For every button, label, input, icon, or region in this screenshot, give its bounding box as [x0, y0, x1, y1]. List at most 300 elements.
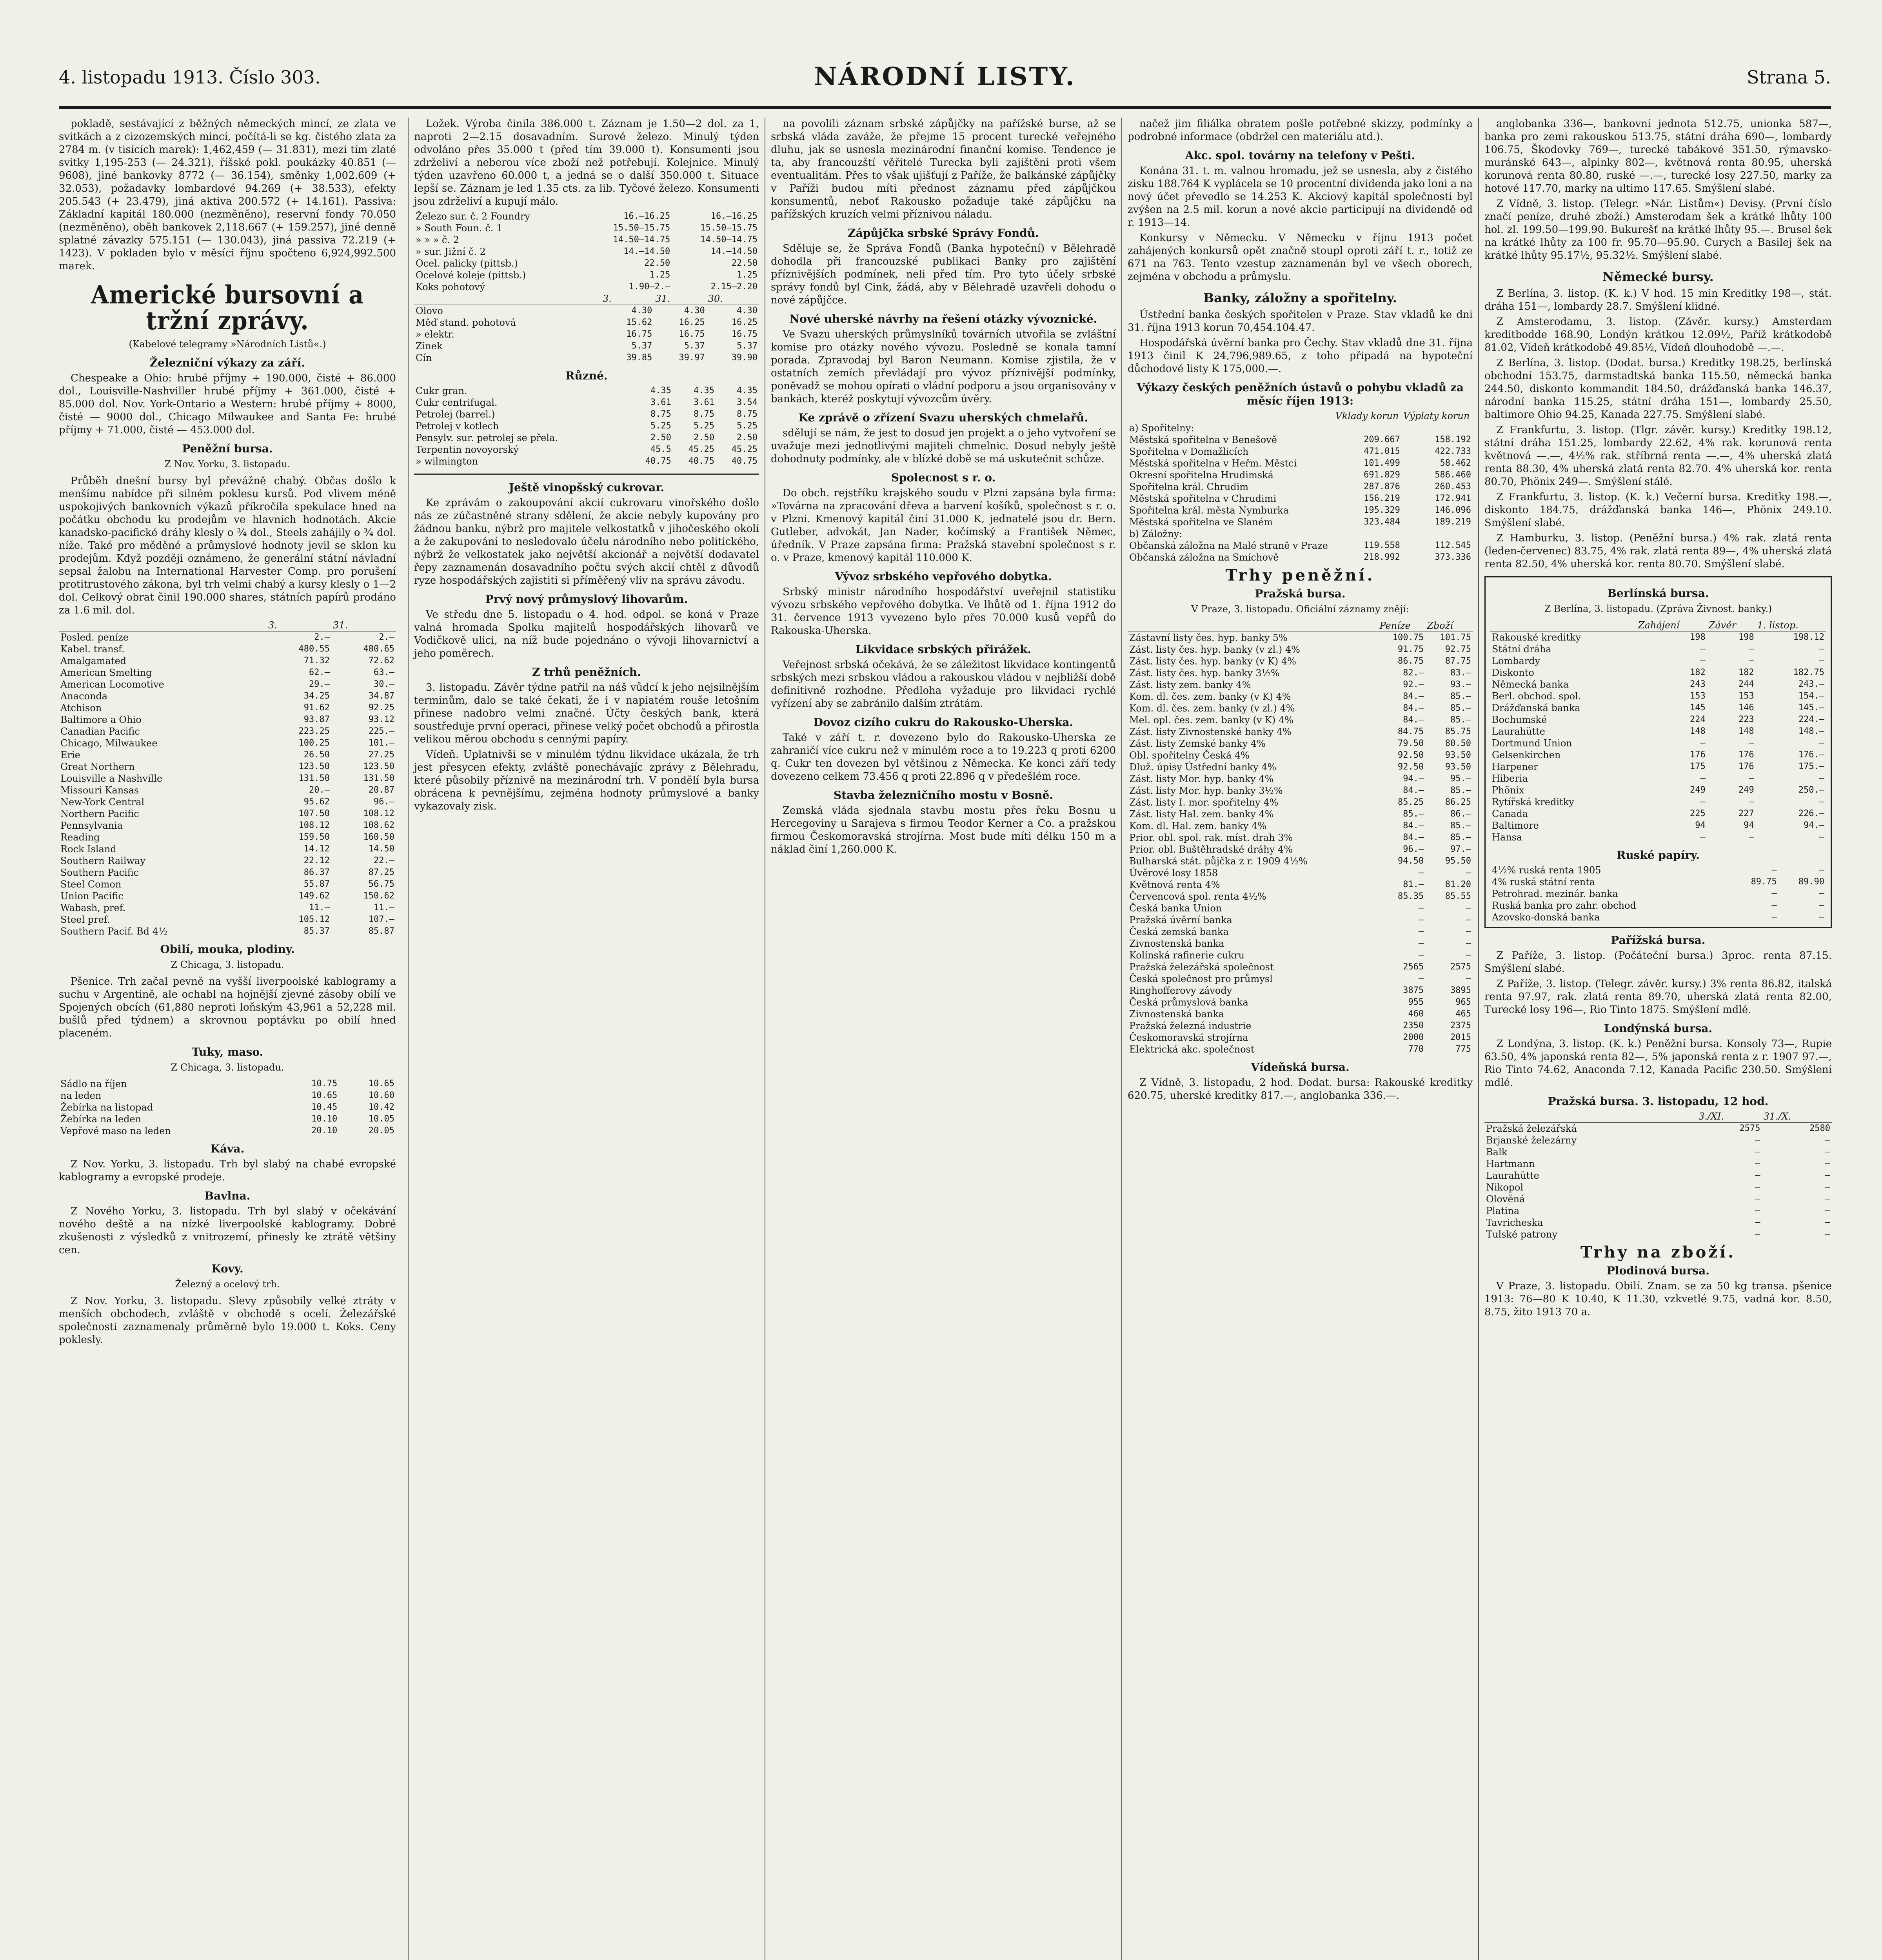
- row-value: —: [1700, 832, 1706, 842]
- lard-table: [59, 1078, 396, 1137]
- table-row: [1128, 820, 1473, 832]
- row-label: 4% ruská státní renta: [1492, 877, 1595, 887]
- row-value: 158.192: [1435, 435, 1471, 445]
- row-label: Diskonto: [1492, 667, 1534, 678]
- table-row: [1484, 1181, 1832, 1193]
- row-value: 79.50: [1398, 739, 1424, 748]
- row-value: —: [1771, 865, 1777, 875]
- row-value: 175: [1689, 762, 1706, 771]
- row-value: 87.25: [368, 867, 394, 877]
- row-value: 83.—: [1450, 668, 1471, 678]
- row-value: 2575: [1739, 1123, 1760, 1133]
- table-row: [1484, 1193, 1832, 1205]
- table-row: [59, 926, 396, 937]
- row-label: Southern Railway: [60, 855, 145, 866]
- loan-text: Sděluje se, že Správa Fondů (Banka hypoteční) v Bělehradě dohodla při francouzské publikaci Banky pro zajištění příznivějších podmínek, neli před tím. Pro tyto účely srbské správy fondů byl Cink, žádá, aby v Bělehradě uzavřeli dohodu o nové zápůjčce.: [771, 243, 1116, 306]
- row-value: 2350: [1403, 1021, 1424, 1031]
- row-value: 45.25: [731, 445, 758, 454]
- misc-title: Různé.: [565, 369, 608, 382]
- row-value: 148: [1738, 726, 1754, 736]
- sugar-import-title: Dovoz cizího cukru do Rakousko-Uherska.: [813, 716, 1074, 729]
- table-row: [1128, 914, 1473, 926]
- row-value: 691.829: [1364, 470, 1400, 480]
- row-value: 4.35: [693, 386, 714, 396]
- row-value: 224.—: [1798, 715, 1824, 724]
- table-row: [414, 258, 759, 269]
- row-value: 93.87: [303, 715, 330, 724]
- row-value: —: [1825, 1206, 1830, 1216]
- row-value: 10.75: [311, 1079, 338, 1089]
- row-label: Českomoravská strojírna: [1129, 1032, 1248, 1043]
- row-value: 86.75: [1398, 656, 1424, 666]
- berlin-body: [1490, 632, 1826, 844]
- row-label: Pražská úvěrní banka: [1129, 915, 1232, 926]
- row-value: 2.50: [650, 433, 671, 443]
- row-value: 22.—: [374, 856, 394, 866]
- row-value: 16.25: [731, 318, 758, 327]
- row-value: 154.—: [1798, 691, 1824, 701]
- sugar-title: Ještě vinopšský cukrovar.: [509, 481, 665, 494]
- table-row: [59, 679, 396, 690]
- row-value: 160.50: [363, 832, 394, 842]
- row-label: Prior. obl. spol. rak. míst. drah 3%: [1129, 832, 1293, 843]
- column-header: [1128, 620, 1378, 632]
- money-text: Průběh dnešní bursy byl převážně chabý. Občas došlo k menšímu nabídce při silném poklesu kursů. Pod vlivem méně uspokojivých bankovních výkazů příkročila spekulace hned na počátku obchodu ku prodejům ve hlavních hodnotách. Akcie kanadsko-pacifické dráhy klesly o ¾ dol., Steels zahájily o ¾ dol. níže. Také pro měděné a průmyslové hodnoty jevil se sklon ku prodejům. Když později oznámeno, že generální státní návladní sepsal žalobu na International Harvester Comp. pro porušení protitrustového zákona, byl trh velmi chabý a kursy klesly o 1—2 dol. Celkový obrat činil 190.000 shares, státních papírů prodáno za 1.6 mil. dol.: [59, 475, 396, 616]
- devisy-text: Z Vídně, 3. listop. (Telegr. »Nár. Listům«) Devisy. (První číslo značí peníze, druhé zboží.) Amsterodam šek a krátké lhůty 100 hol. zl. 199.50—199.90. Bukurešť na krátké lhůty 95.—. Brusel šek na krátké lhůty za 100 fr. 95.70—95.90. Curych a Basilej šek na krátké lhůty 95.17½, 95.32½. Smýšlení slabé.: [1484, 198, 1832, 261]
- table-row: [59, 773, 396, 784]
- amsterdam-text: Z Amsterodamu, 3. listop. (Závěr. kursy.) Amsterdam kreditbodde 168.90, Londýn krátkou 12.09½, Paříž krátkodobě 81.02, Vídeň krátkodobě 49.85½, Vídeň dlouhodobě —.—.: [1484, 316, 1832, 354]
- row-value: 182: [1738, 668, 1754, 677]
- row-value: 209.667: [1364, 435, 1400, 445]
- table-row: [1490, 761, 1826, 773]
- row-value: 94.50: [1398, 856, 1424, 866]
- pork-export-text: Srbský ministr národního hospodářství uveřejnil statistiku vývozu srbského vepřového dobytka. Ve lhůtě od 1. října 1912 do 31. července 1913 vyvezeno bylo přes 70.000 kusů vepřů do Rakouska-Uherska.: [771, 586, 1116, 637]
- row-label: Spořitelna král. města Nymburka: [1129, 505, 1289, 516]
- table-row: [1128, 832, 1473, 844]
- row-label: Zást. listy čes. hyp. banky (v K) 4%: [1129, 656, 1296, 667]
- row-label: Německá banka: [1492, 679, 1569, 690]
- column-header: Vklady korun: [1334, 410, 1402, 422]
- row-value: 85.—: [1450, 821, 1471, 831]
- paris-title: Pařížská bursa.: [1611, 934, 1706, 947]
- row-label: Petrolej (barrel.): [416, 409, 495, 420]
- issue-date: 4. listopadu 1913. Číslo 303.: [59, 67, 321, 88]
- row-label: Ringhofferovy závody: [1129, 985, 1232, 996]
- row-value: 85.—: [1450, 715, 1471, 725]
- row-value: 4.30: [631, 306, 652, 316]
- column-header: [1490, 619, 1637, 632]
- banks-title: Banky, záložny a spořitelny.: [1203, 290, 1397, 305]
- row-value: 84.—: [1403, 715, 1424, 725]
- row-value: 323.484: [1364, 517, 1400, 527]
- row-value: —: [1825, 1171, 1830, 1180]
- row-value: —: [1749, 644, 1754, 654]
- row-value: 91.75: [1398, 644, 1424, 654]
- row-value: 100.25: [298, 738, 330, 748]
- row-value: 2.15—2.20: [710, 282, 758, 292]
- row-value: 5.37: [737, 341, 758, 351]
- pork-export-title: Vývoz srbského vepřového dobytka.: [835, 570, 1052, 583]
- table-row: [1128, 1008, 1473, 1020]
- loan-title: Zápůjčka srbské Správy Fondů.: [848, 227, 1039, 240]
- paris2-text: Z Paříže, 3. listop. (Telegr. závěr. kursy.) 3% renta 86.82, italská renta 97.97, rak. zlatá renta 89.70, uherská zlatá renta 82.00, Turecké losy 196—, Rio Tinto 1875. Smýšlení mdlé.: [1484, 978, 1832, 1016]
- row-value: 5.25: [737, 421, 758, 431]
- col5-intro: anglobanka 336—, bankovní jednota 512.75, unionka 587—, banka pro zemi rakouskou 513.75, státní dráha 690—, lombardy 106.75, Škodovky 769—, turecké tabákové 351.50, rýmavsko-muránské 643—, alpinky 802—, květnová renta 80.95, uherská korunová renta 80.80, ruské —.—, turecké losy 227.50, marky za hotové 117.70, marky na ultimo 117.65. Smýšlení slabé.: [1484, 118, 1832, 194]
- company-text: Do obch. rejstříku krajského soudu v Plzni zapsána byla firma: »Továrna na zpracování dřeva a barvení košíků, společnost s r. o. v Plzni. Kmenový kapitál činí 31.000 K, jednatelé jsou dr. Bern. Gutleber, advokát, Jan Nader, kočímský a František Němec, úředník. V Praze zapsána firma: Pražská stavební společnost s r. o. v Praze, kmenový kapitál 110.000 K.: [771, 487, 1116, 564]
- sale-table: [1484, 1111, 1832, 1240]
- row-value: 86.25: [1445, 797, 1471, 807]
- row-value: —: [1755, 1159, 1760, 1169]
- row-value: —: [1819, 889, 1824, 898]
- row-value: 2.—: [379, 632, 394, 642]
- row-value: 10.10: [311, 1114, 338, 1124]
- table-row: [414, 352, 759, 364]
- table-row: [414, 420, 759, 432]
- row-label: Zást. listy Mor. hyp. banky 4%: [1129, 773, 1274, 784]
- column-header: [59, 619, 267, 632]
- table-row: [59, 843, 396, 855]
- row-value: 1.25: [737, 270, 758, 280]
- row-value: —: [1755, 1218, 1760, 1227]
- produce-text: V Praze, 3. listopadu. Obilí. Znam. se za 50 kg transa. pšenice 1913: 76—80 K 10.40, K 11.30, vzkvetlé 9.75, vadná kor. 8.50, 8.75, žito 1913 70 a.: [1484, 1280, 1832, 1318]
- row-label: Platina: [1486, 1205, 1520, 1216]
- stocks-body: [59, 632, 396, 938]
- row-label: Azovsko-donská banka: [1492, 912, 1600, 923]
- table-row: [1490, 888, 1826, 900]
- bankruptcy-text: Konkursy v Německu. V Německu v říjnu 1913 počet zahájených konkursů opět značně stoupl oproti září t. r., totiž ze 671 na 763. Tento vzestup zaznamenán byl ve všech oborech, zejména v obchodu a průmyslu.: [1128, 232, 1473, 283]
- row-value: 84.—: [1403, 703, 1424, 713]
- row-value: 16.75: [731, 329, 758, 339]
- row-value: 80.50: [1445, 739, 1471, 748]
- table-row: [59, 1078, 396, 1090]
- row-label: Kolínská rafinerie cukru: [1129, 950, 1245, 961]
- row-value: 93.—: [1450, 680, 1471, 690]
- row-value: 10.45: [311, 1102, 338, 1112]
- row-label: Dluž. úpisy Ústřední banky 4%: [1129, 762, 1277, 773]
- table-row: [1490, 808, 1826, 820]
- row-value: 40.75: [688, 456, 714, 466]
- row-value: 100.75: [1392, 633, 1424, 642]
- row-value: 223: [1738, 715, 1754, 724]
- table-row: [1128, 891, 1473, 902]
- row-value: 85.—: [1450, 786, 1471, 795]
- row-value: —: [1418, 868, 1424, 878]
- row-value: 40.75: [731, 456, 758, 466]
- row-value: 4.30: [737, 306, 758, 316]
- row-value: 586.460: [1435, 470, 1471, 480]
- row-value: 2375: [1450, 1021, 1471, 1031]
- table-row: [414, 246, 759, 258]
- table-row: [59, 737, 396, 749]
- table-row: [59, 1125, 396, 1137]
- money-market-title: Trhy peněžní.: [1225, 566, 1375, 584]
- table-row: [414, 222, 759, 234]
- misc-table: [414, 385, 759, 467]
- row-value: 8.75: [737, 409, 758, 419]
- table-row: [1490, 726, 1826, 737]
- savings-head: [1128, 410, 1473, 422]
- table-row: [1128, 879, 1473, 891]
- row-value: 3.61: [650, 397, 671, 407]
- table-row: [59, 831, 396, 843]
- row-value: 15.50—15.75: [700, 223, 758, 233]
- row-value: —: [1819, 644, 1824, 654]
- masthead-title: NÁRODNÍ LISTY.: [814, 62, 1076, 91]
- table-row: [59, 702, 396, 714]
- row-value: —: [1771, 900, 1777, 910]
- row-value: 85.35: [1398, 891, 1424, 901]
- table-row: [1490, 667, 1826, 679]
- row-value: 3.54: [737, 397, 758, 407]
- row-value: 460: [1408, 1009, 1424, 1019]
- russian-table: [1490, 864, 1826, 923]
- column-3: [765, 118, 1121, 1960]
- table-row: [1128, 1032, 1473, 1044]
- row-value: 62.—: [309, 668, 330, 677]
- row-label: Občanská záložna na Malé straně v Praze: [1129, 540, 1328, 551]
- column-header: 30.: [707, 293, 759, 305]
- table-row: [59, 1090, 396, 1102]
- row-label: Měď stand. pohotová: [416, 317, 516, 328]
- row-value: 15.62: [626, 318, 652, 327]
- table-row: [1128, 516, 1473, 528]
- row-label: Atchison: [60, 702, 102, 713]
- row-value: 225.—: [368, 726, 394, 736]
- row-value: 84.75: [1398, 727, 1424, 737]
- table-row: [1490, 643, 1826, 655]
- row-value: 775: [1455, 1044, 1471, 1054]
- table-row: [59, 808, 396, 820]
- column-5: [1478, 118, 1832, 1960]
- row-value: 81.20: [1445, 880, 1471, 889]
- row-value: 422.733: [1435, 446, 1471, 456]
- row-value: 81.—: [1403, 880, 1424, 889]
- row-value: 94.—: [1804, 820, 1824, 830]
- column-header: 31./X.: [1762, 1111, 1832, 1123]
- row-value: —: [1466, 950, 1471, 960]
- row-label: Zivnostenská banka: [1129, 1009, 1224, 1020]
- liquidation-title: Likvidace srbských přirážek.: [855, 643, 1032, 656]
- row-value: 95.—: [1450, 774, 1471, 784]
- row-value: 39.97: [679, 353, 705, 363]
- row-value: 287.876: [1364, 482, 1400, 492]
- row-value: —: [1825, 1194, 1830, 1204]
- row-value: —: [1700, 738, 1706, 748]
- row-value: 16.—16.25: [623, 211, 670, 221]
- row-label: New-York Central: [60, 797, 145, 808]
- row-value: 5.25: [693, 421, 714, 431]
- row-value: —: [1825, 1159, 1830, 1169]
- row-value: —: [1418, 938, 1424, 948]
- row-value: 176: [1738, 762, 1754, 771]
- row-label: Zást. listy čes. hyp. banky (v zl.) 4%: [1129, 644, 1300, 655]
- table-row: [414, 269, 759, 281]
- row-label: Tulské patrony: [1486, 1229, 1558, 1240]
- row-label: Květnová renta 4%: [1129, 879, 1220, 890]
- row-value: 89.90: [1798, 877, 1824, 887]
- hamburg-text: Z Hamburku, 3. listop. (Peněžní bursa.) 4% rak. zlatá renta (leden-červenec) 83.75, 4% rak. zlatá renta 89—, 4% uherská zlatá renta 82.50, 4% uherská kor. renta 80.70. Smýšlení slabé.: [1484, 532, 1832, 570]
- table-row: [1128, 493, 1473, 505]
- row-value: 153: [1689, 691, 1706, 701]
- table-row: [1490, 714, 1826, 726]
- row-label: Bochumské: [1492, 714, 1547, 725]
- table-row: [1128, 632, 1473, 644]
- row-value: —: [1825, 1135, 1830, 1145]
- table-row: [414, 211, 759, 222]
- row-value: 2565: [1403, 962, 1424, 972]
- row-value: 22.50: [644, 258, 670, 268]
- table-row: [1128, 973, 1473, 985]
- row-value: —: [1771, 912, 1777, 922]
- row-label: Missouri Kansas: [60, 785, 139, 796]
- page-header: [59, 59, 1831, 109]
- row-label: » » » č. 2: [416, 234, 459, 245]
- table-row: [1490, 820, 1826, 831]
- row-label: Baltimore: [1492, 820, 1539, 831]
- savings-b-label: [1128, 528, 1473, 540]
- row-value: —: [1819, 912, 1824, 922]
- table-row: [414, 397, 759, 408]
- row-value: 148.—: [1798, 726, 1824, 736]
- row-label: Dortmund Union: [1492, 738, 1572, 749]
- row-value: 94: [1695, 820, 1706, 830]
- row-value: 84.—: [1403, 821, 1424, 831]
- row-label: Laurahütte: [1492, 726, 1545, 737]
- row-value: 85.75: [1445, 727, 1471, 737]
- row-value: 82.—: [1403, 668, 1424, 678]
- row-value: 1.25: [649, 270, 670, 280]
- row-value: 45.25: [688, 445, 714, 454]
- table-row: [59, 761, 396, 773]
- row-label: » South Foun. č. 1: [416, 223, 503, 234]
- table-row: [1490, 796, 1826, 808]
- row-label: Městská spořitelna v Heřm. Městci: [1129, 458, 1297, 469]
- table-row: [1128, 481, 1473, 493]
- row-label: Zástavní listy čes. hyp. banky 5%: [1129, 632, 1288, 643]
- row-value: 16.25: [679, 318, 705, 327]
- row-value: 176: [1689, 750, 1706, 760]
- table-row: [59, 643, 396, 655]
- row-value: —: [1466, 927, 1471, 936]
- table-row: [1128, 926, 1473, 938]
- row-value: 480.55: [298, 644, 330, 654]
- table-row: [1128, 644, 1473, 655]
- table-row: [1490, 773, 1826, 784]
- row-value: —: [1749, 656, 1754, 666]
- row-value: 119.558: [1364, 541, 1400, 550]
- grain-title: Obilí, mouka, plodiny.: [160, 943, 295, 956]
- row-value: 96.—: [1403, 844, 1424, 854]
- row-value: 45.5: [650, 445, 671, 454]
- table-row: [1128, 867, 1473, 879]
- row-value: 85.—: [1450, 833, 1471, 842]
- table-row: [59, 1113, 396, 1125]
- metal-subtitle: Železný a ocelový trh.: [175, 1279, 280, 1290]
- table-row: [59, 714, 396, 726]
- row-value: 131.50: [363, 773, 394, 783]
- row-value: —: [1755, 1135, 1760, 1145]
- row-value: —: [1755, 1171, 1760, 1180]
- row-value: 218.992: [1364, 552, 1400, 562]
- reform-text: Ve Svazu uherských průmyslníků továrních utvořila se zvláštní komise pro otázky nového vývozu. Posledně se konala tamní porada. Zpravodaj byl Baron Neumann. Komise zjistila, že v ostatních zemích převládají pro vývoz příznivější podmínky, poněvadž se mohou opírati o vládní podporu a jsou organisovány v bankách, kteréž poskytují vývozcům úvěry.: [771, 328, 1116, 405]
- prague-head: [1128, 620, 1473, 632]
- row-value: 149.62: [298, 891, 330, 901]
- row-value: 84.—: [1403, 833, 1424, 842]
- metals-head: [414, 293, 759, 305]
- mills-text: Ve středu dne 5. listopadu o 4. hod. odpol. se koná v Praze valná hromada Spolku majitelů hospodářských lihovarů ve Vodičkově ulici, na níž bude pojednáno o vývoji lihovarnictví a jeho poměrech.: [414, 609, 759, 659]
- row-value: 40.75: [645, 456, 671, 466]
- row-label: Union Pacific: [60, 891, 124, 902]
- row-value: 189.219: [1435, 517, 1471, 527]
- row-value: —: [1466, 974, 1471, 984]
- table-row: [1128, 691, 1473, 702]
- row-value: 156.219: [1364, 494, 1400, 503]
- money-place: Z Nov. Yorku, 3. listopadu.: [164, 459, 291, 470]
- row-label: Hiberia: [1492, 773, 1528, 784]
- produce-bourse-title: Plodinová bursa.: [1606, 1264, 1710, 1277]
- table-row: [59, 749, 396, 761]
- row-value: 176.—: [1798, 750, 1824, 760]
- row-label: Canada: [1492, 808, 1528, 819]
- serbian-loan-intro: na povolili záznam srbské zápůjčky na pařížské burse, až se srbská vláda zaváže, že přejme 15 procent turecké veřejného dluhu, jak se usnesla mezinárodní finanční komise. Tendence je ta, aby francouzští věřitelé Turecka byli zajištěni proti všem eventualitám. Přes to však ujišťují z Paříže, že balkánské zápůjčky v Paříži budou míti přednost záznamu před zápůjčkou konsumentů, neboť Rakousko požaduje také zápůjčku na pařížských kruzích velmi příznivou náladu.: [771, 118, 1116, 220]
- row-label: Lombardy: [1492, 655, 1540, 666]
- row-label: Phönix: [1492, 785, 1524, 796]
- money2-text: 3. listopadu. Závěr týdne patřil na náš vůdcí k jeho nejsilnějším terminům, dalo se také čekati, že i v napiatém rouše letošním přinese nadobro velmi značné. Účty českých bank, která soustředuje první operaci, přinese velký počet obchodů a přirostla velikou měrou obchodu s cennými papíry.: [414, 682, 759, 745]
- prague-table: [1128, 620, 1473, 1055]
- table-row: [1128, 434, 1473, 446]
- row-value: 5.37: [631, 341, 652, 351]
- row-value: 465: [1455, 1009, 1471, 1019]
- coffee-title: Káva.: [210, 1142, 245, 1155]
- row-value: 249: [1689, 785, 1706, 795]
- table-row: [59, 796, 396, 808]
- row-label: Posled. peníze: [60, 632, 129, 643]
- row-value: 770: [1408, 1044, 1424, 1054]
- row-label: Obl. spořitelny Česká 4%: [1129, 750, 1250, 761]
- row-label: Cukr gran.: [416, 385, 467, 396]
- row-value: —: [1700, 656, 1706, 666]
- row-label: » sur. Jižní č. 2: [416, 246, 486, 257]
- row-value: 16.75: [626, 329, 652, 339]
- row-value: 195.329: [1364, 505, 1400, 515]
- row-value: 72.62: [368, 656, 394, 666]
- row-value: —: [1466, 915, 1471, 925]
- row-label: Koks pohotový: [416, 281, 485, 292]
- row-value: 26.50: [303, 750, 330, 760]
- money2-title: Z trhů peněžních.: [532, 666, 641, 679]
- table-row: [59, 1102, 396, 1113]
- london-title: Londýnská bursa.: [1604, 1022, 1713, 1035]
- row-value: 159.50: [298, 832, 330, 842]
- row-value: 85.87: [368, 926, 394, 936]
- row-value: —: [1466, 868, 1471, 878]
- savings-a-label: [1128, 422, 1473, 434]
- row-value: 85.37: [303, 926, 330, 936]
- row-value: 2580: [1809, 1123, 1830, 1133]
- table-row: [1128, 761, 1473, 773]
- divider: [414, 474, 759, 475]
- row-value: 16.75: [679, 329, 705, 339]
- table-row: [1128, 679, 1473, 691]
- row-value: 243: [1689, 679, 1706, 689]
- row-label: Harpener: [1492, 761, 1538, 772]
- row-value: 107.—: [368, 915, 394, 924]
- row-label: Gelsenkirchen: [1492, 750, 1561, 760]
- row-value: —: [1749, 832, 1754, 842]
- goods-market-title: Trhy na zboží.: [1580, 1243, 1736, 1261]
- row-label: » wilmington: [416, 456, 478, 467]
- prague-bourse-sub: V Praze, 3. listopadu. Oficiální záznamy znějí:: [1191, 604, 1409, 615]
